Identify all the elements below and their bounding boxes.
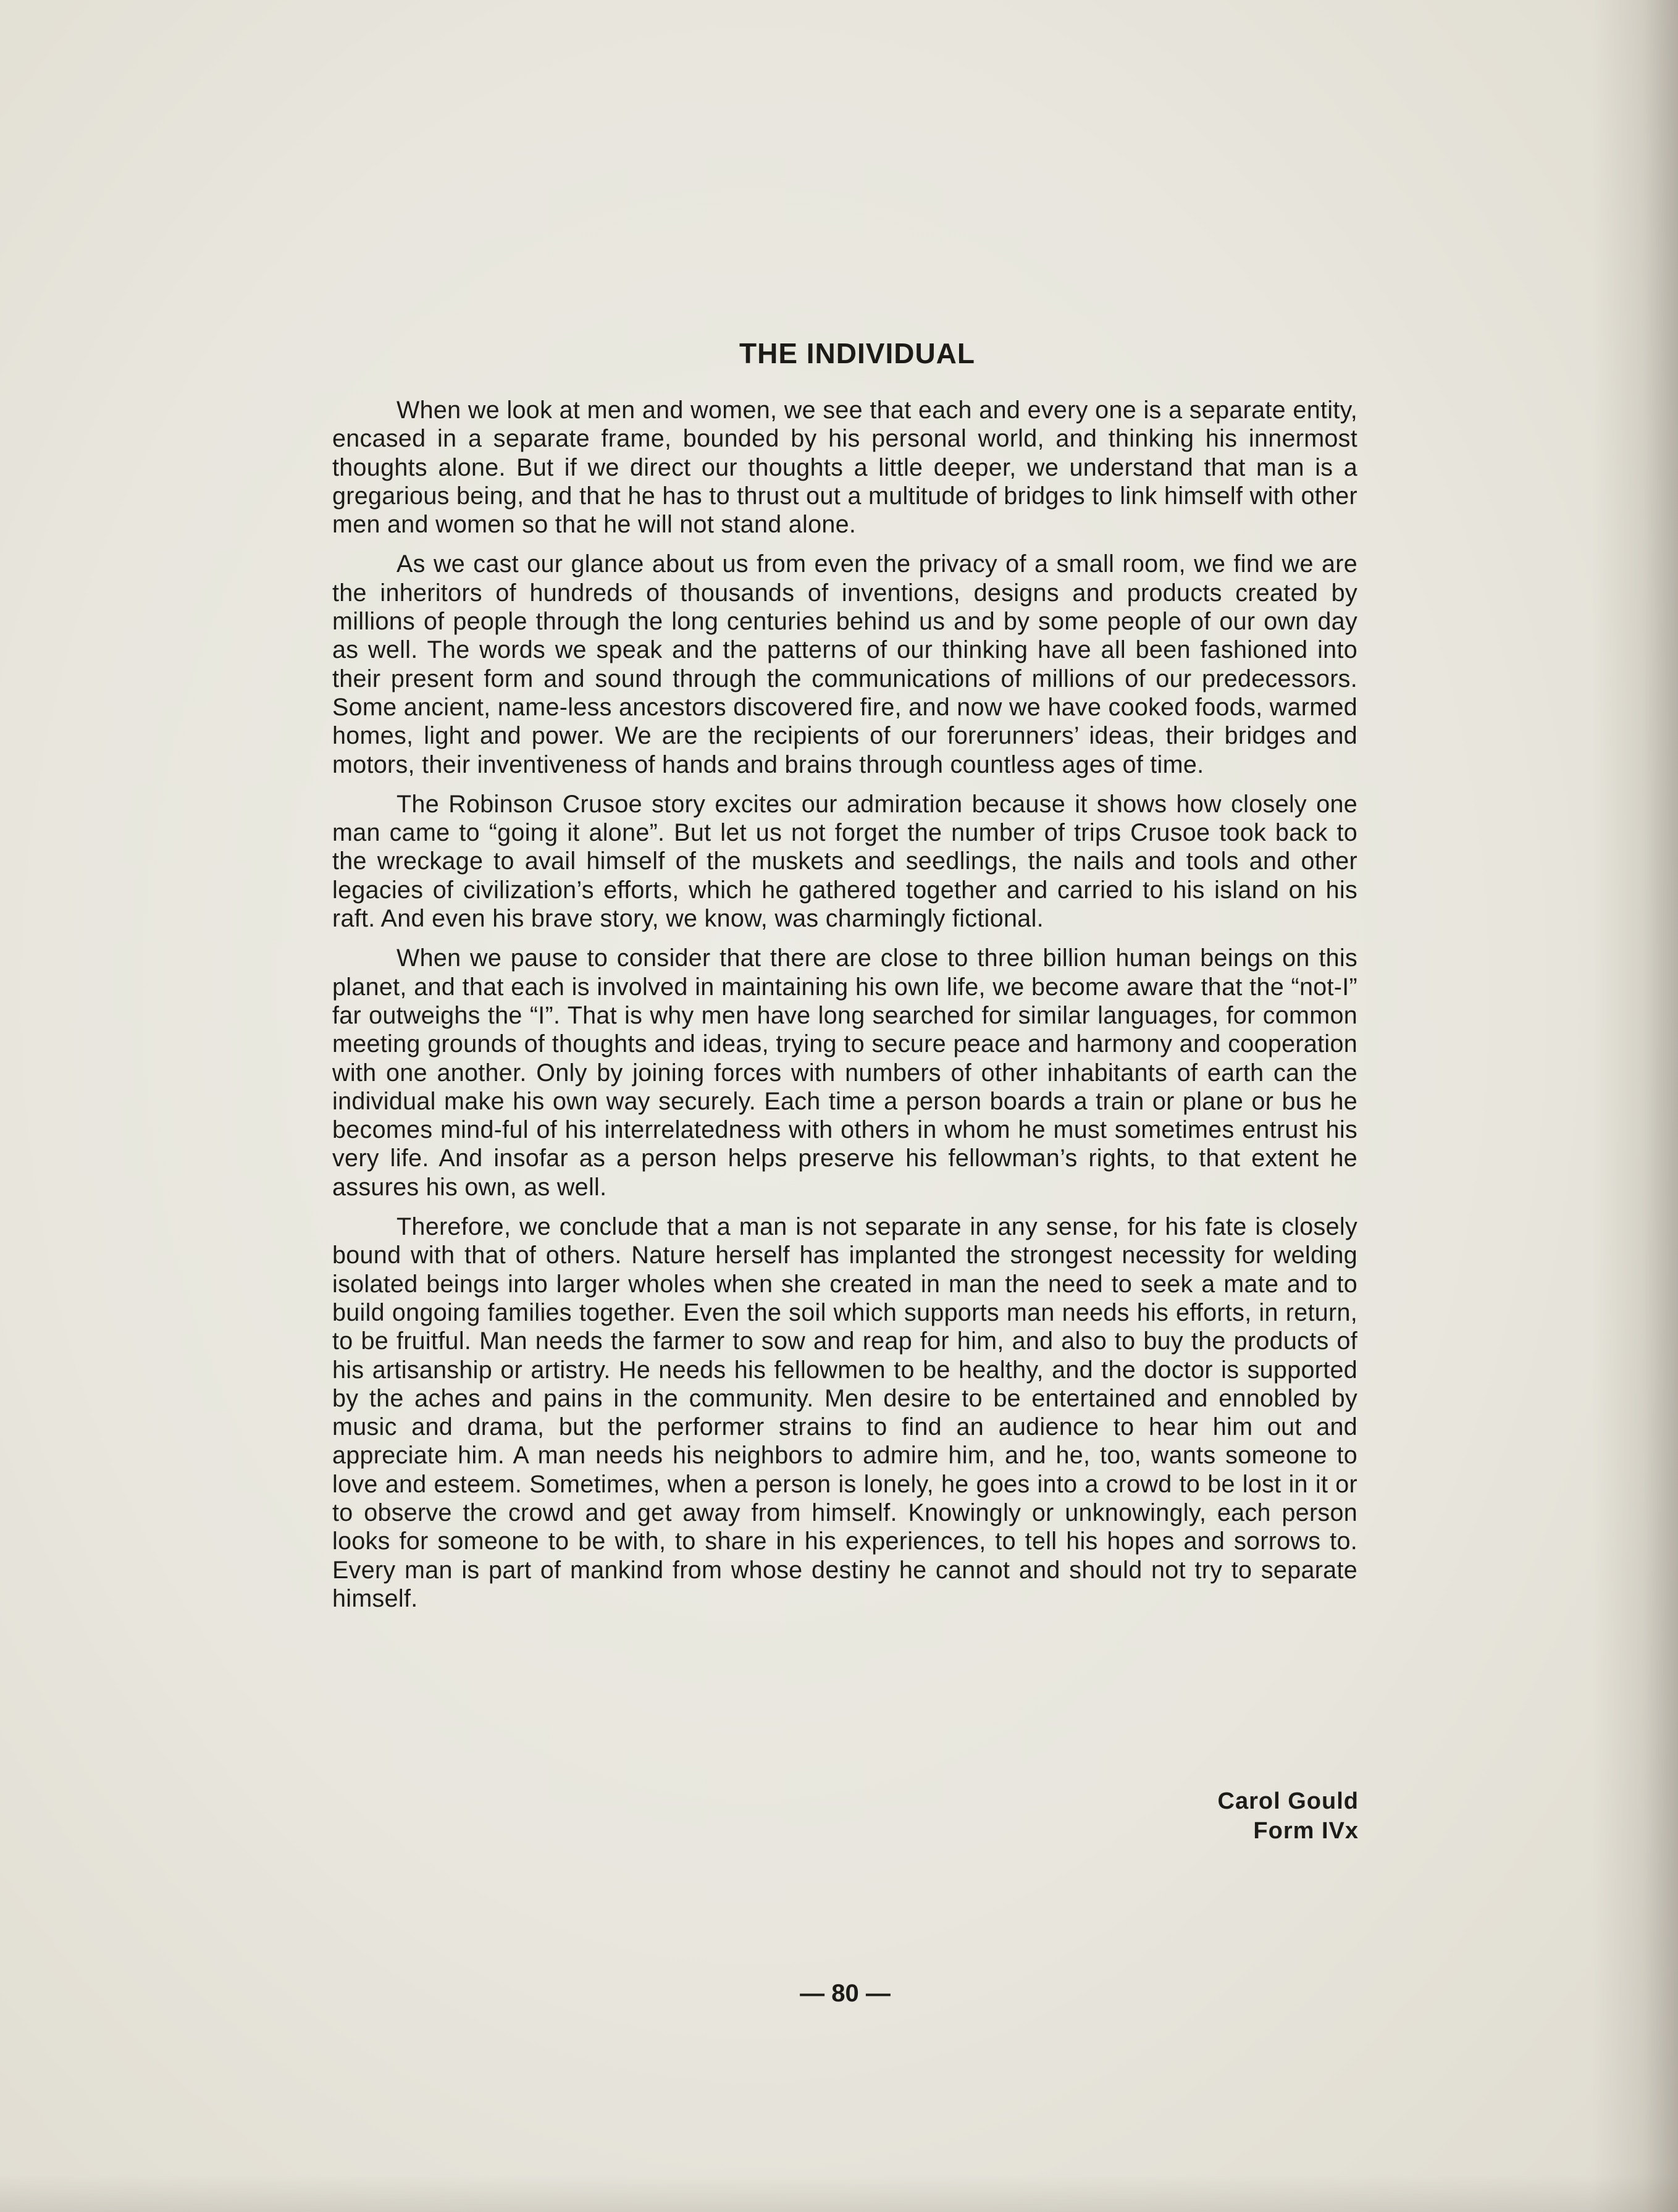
- paragraph-2: As we cast our glance about us from even the privacy of a small room, we find we are the inheritors of hundreds of thousands of inventions, designs and products created by millions of people through the long centuries behind us and by some people of our own day as well. The words we speak and the patterns of our thinking have all been fashioned into their present form and sound through the communications of millions of our predecessors. Some ancient, name-less ancestors discovered fire, and now we have cooked foods, warmed homes, light and power. We are the recipients of our forerunners’ ideas, their bridges and motors, their inventiveness of hands and brains through countless ages of time.: [332, 550, 1357, 778]
- article: [332, 337, 1357, 1624]
- paragraph-5: Therefore, we conclude that a man is not separate in any sense, for his fate is closely bound with that of others. Nature herself has implanted the strongest necessity for welding isolated beings into larger wholes when she created in man the need to seek a mate and to build ongoing families together. Even the soil which supports man needs his efforts, in return, to be fruitful. Man needs the farmer to sow and reap for him, and also to buy the products of his artisanship or artistry. He needs his fellowmen to be healthy, and the doctor is supported by the aches and pains in the community. Men desire to be entertained and ennobled by music and drama, but the performer strains to find an audience to hear him out and appreciate him. A man needs his neighbors to admire him, and he, too, wants someone to love and esteem. Sometimes, when a person is lonely, he goes into a crowd to be lost in it or to observe the crowd and get away from himself. Knowingly or unknowingly, each person looks for someone to be with, to share in his experiences, to tell his hopes and sorrows to. Every man is part of mankind from whose destiny he cannot and should not try to separate himself.: [332, 1213, 1357, 1612]
- paragraph-3: The Robinson Crusoe story excites our admiration because it shows how closely one man came to “going it alone”. But let us not forget the number of trips Crusoe took back to the wreckage to avail himself of the muskets and seedlings, the nails and tools and other legacies of civilization’s efforts, which he gathered together and carried to his island on his raft. And even his brave story, we know, was charmingly fictional.: [332, 790, 1357, 933]
- author-form: Form IVx: [1253, 1818, 1359, 1844]
- page-number: — 80 —: [800, 1980, 891, 2007]
- page-bottom-shadow: [0, 2175, 1678, 2212]
- article-title: THE INDIVIDUAL: [739, 337, 975, 369]
- paragraph-1: When we look at men and women, we see that each and every one is a separate entity, encased in a separate frame, bounded by his personal world, and thinking his innermost thoughts alone. But if we direct our thoughts a little deeper, we understand that man is a gregarious being, and that he has to thrust out a multitude of bridges to link himself with other men and women so that he will not stand alone.: [332, 397, 1357, 539]
- signature-block: [332, 1786, 1359, 1846]
- paragraph-4: When we pause to consider that there are close to three billion human beings on this planet, and that each is involved in maintaining his own life, we become aware that the “not-I” far outweighs the “I”. That is why men have long searched for similar languages, for common meeting grounds of thoughts and ideas, trying to secure peace and harmony and cooperation with one another. Only by joining forces with numbers of other inhabitants of earth can the individual make his own way securely. Each time a person boards a train or plane or bus he becomes mind-ful of his interrelatedness with others in whom he must sometimes entrust his very life. And insofar as a person helps preserve his fellowman’s rights, to that extent he assures his own, as well.: [332, 944, 1357, 1201]
- author-name: Carol Gould: [1217, 1788, 1359, 1814]
- page-edge-shadow: [1592, 0, 1678, 2212]
